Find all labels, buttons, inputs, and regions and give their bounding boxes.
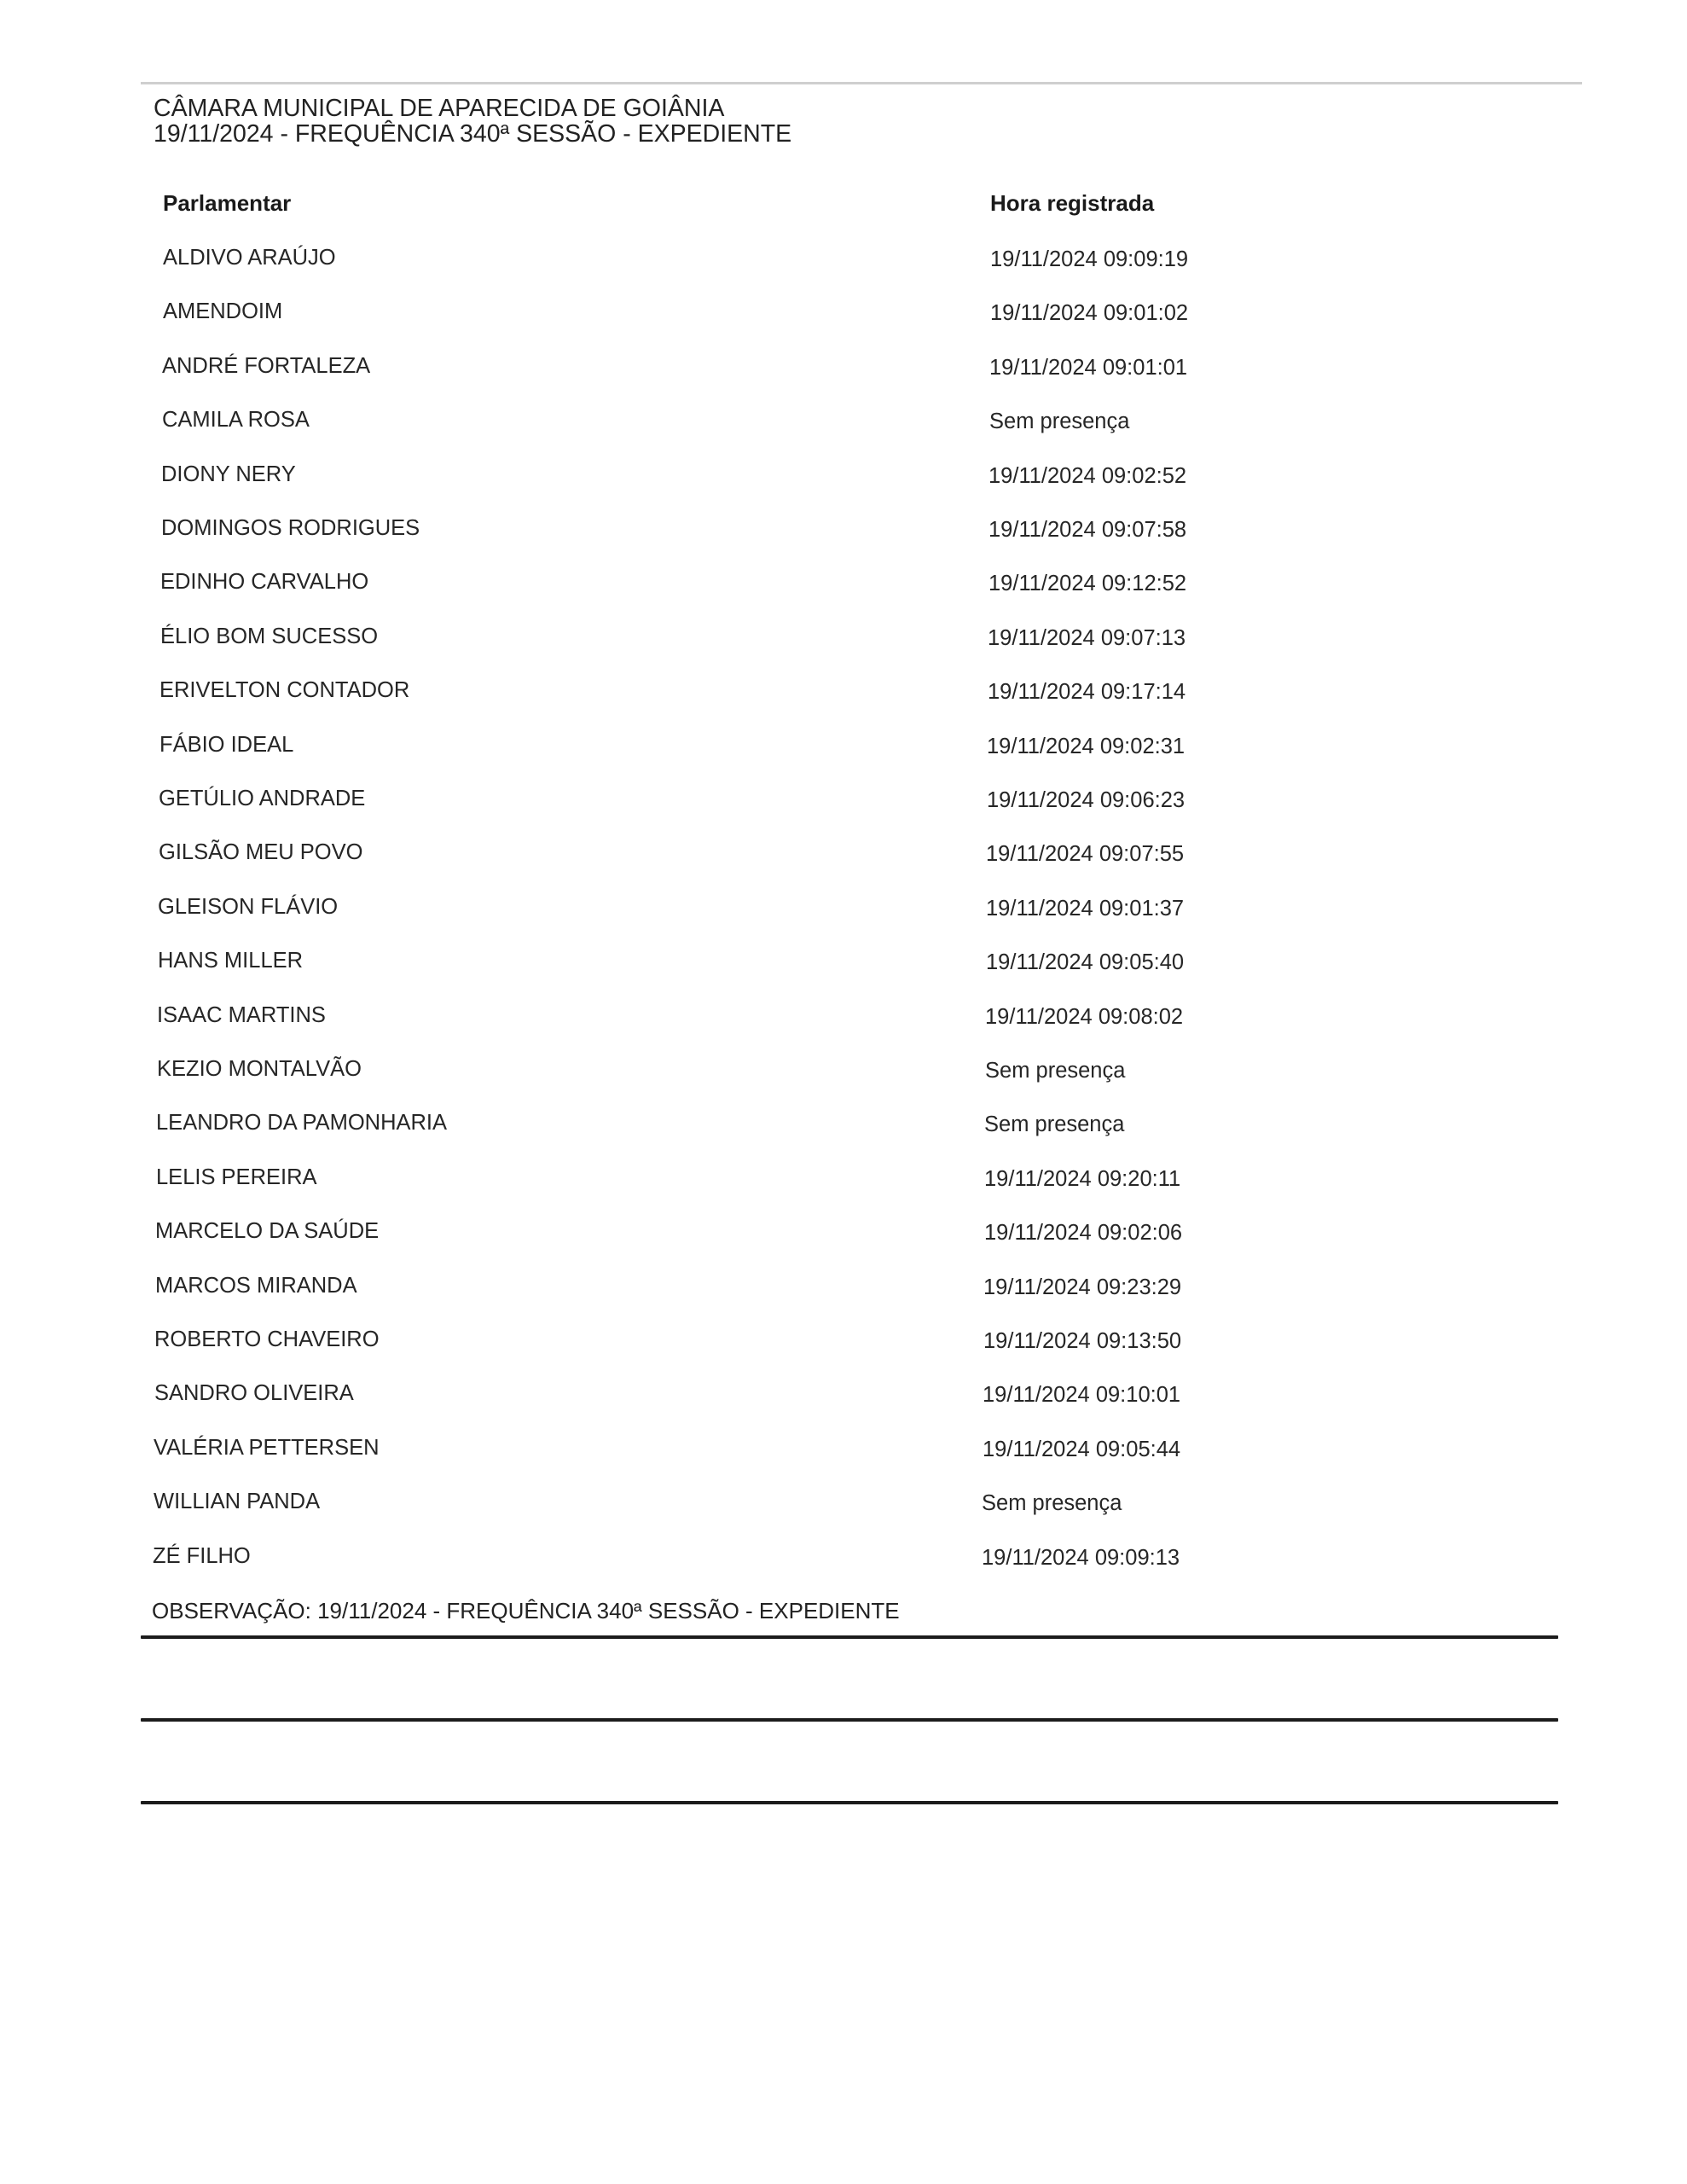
signature-line-2: [141, 1718, 1558, 1722]
registered-time: 19/11/2024 09:07:58: [988, 518, 1187, 542]
column-header-hora-registrada: Hora registrada: [990, 190, 1155, 216]
parlamentar-name: ERIVELTON CONTADOR: [159, 678, 410, 702]
parlamentar-name: DOMINGOS RODRIGUES: [161, 516, 420, 540]
signature-line-1: [141, 1635, 1558, 1639]
registered-time: Sem presença: [982, 1491, 1122, 1515]
parlamentar-name: WILLIAN PANDA: [154, 1490, 321, 1513]
registered-time: 19/11/2024 09:09:13: [982, 1546, 1180, 1570]
parlamentar-name: ÉLIO BOM SUCESSO: [160, 624, 379, 648]
registered-time: 19/11/2024 09:20:11: [984, 1167, 1181, 1191]
top-divider: [141, 82, 1582, 84]
signature-line-3: [141, 1801, 1558, 1804]
parlamentar-name: GILSÃO MEU POVO: [159, 840, 363, 864]
registered-time: 19/11/2024 09:01:01: [989, 356, 1188, 380]
registered-time: 19/11/2024 09:10:01: [983, 1383, 1181, 1407]
registered-time: 19/11/2024 09:01:02: [990, 301, 1189, 325]
parlamentar-name: HANS MILLER: [158, 949, 304, 973]
parlamentar-name: ZÉ FILHO: [153, 1544, 251, 1568]
registered-time: 19/11/2024 09:01:37: [986, 897, 1185, 921]
column-header-parlamentar: Parlamentar: [163, 190, 292, 216]
registered-time: 19/11/2024 09:06:23: [987, 788, 1186, 812]
parlamentar-name: KEZIO MONTALVÃO: [157, 1057, 362, 1081]
registered-time: 19/11/2024 09:12:52: [988, 572, 1187, 595]
parlamentar-name: ROBERTO CHAVEIRO: [154, 1327, 380, 1351]
institution-title: CÂMARA MUNICIPAL DE APARECIDA DE GOIÂNIA: [154, 95, 725, 122]
parlamentar-name: ISAAC MARTINS: [157, 1003, 326, 1027]
registered-time: 19/11/2024 09:23:29: [983, 1275, 1182, 1299]
parlamentar-name: CAMILA ROSA: [162, 408, 310, 432]
registered-time: 19/11/2024 09:07:13: [988, 626, 1186, 650]
parlamentar-name: GETÚLIO ANDRADE: [159, 787, 366, 810]
parlamentar-name: MARCELO DA SAÚDE: [155, 1219, 380, 1243]
parlamentar-name: LEANDRO DA PAMONHARIA: [156, 1111, 448, 1135]
parlamentar-name: SANDRO OLIVEIRA: [154, 1381, 354, 1405]
parlamentar-name: DIONY NERY: [161, 462, 296, 486]
registered-time: Sem presença: [989, 410, 1130, 433]
registered-time: 19/11/2024 09:05:44: [983, 1438, 1181, 1461]
parlamentar-name: VALÉRIA PETTERSEN: [154, 1436, 380, 1460]
registered-time: 19/11/2024 09:07:55: [986, 842, 1185, 866]
parlamentar-name: GLEISON FLÁVIO: [158, 895, 339, 919]
parlamentar-name: FÁBIO IDEAL: [159, 733, 294, 757]
session-title: 19/11/2024 - FREQUÊNCIA 340ª SESSÃO - EXPEDIENTE: [154, 120, 792, 148]
registered-time: Sem presença: [984, 1112, 1125, 1136]
parlamentar-name: LELIS PEREIRA: [156, 1165, 317, 1189]
parlamentar-name: MARCOS MIRANDA: [155, 1274, 357, 1298]
parlamentar-name: ALDIVO ARAÚJO: [163, 246, 336, 270]
registered-time: Sem presença: [985, 1059, 1126, 1083]
parlamentar-name: EDINHO CARVALHO: [160, 570, 369, 594]
parlamentar-name: ANDRÉ FORTALEZA: [162, 354, 371, 378]
registered-time: 19/11/2024 09:17:14: [988, 680, 1186, 704]
document-header: [154, 96, 791, 147]
registered-time: 19/11/2024 09:02:06: [984, 1221, 1183, 1245]
registered-time: 19/11/2024 09:02:52: [988, 464, 1187, 488]
registered-time: 19/11/2024 09:13:50: [983, 1329, 1182, 1353]
registered-time: 19/11/2024 09:09:19: [990, 247, 1189, 271]
registered-time: 19/11/2024 09:05:40: [986, 950, 1185, 974]
observation-line: OBSERVAÇÃO: 19/11/2024 - FREQUÊNCIA 340ª SESSÃO - EXPEDIENTE: [152, 1598, 900, 1623]
parlamentar-name: AMENDOIM: [163, 299, 283, 323]
registered-time: 19/11/2024 09:02:31: [987, 735, 1186, 758]
registered-time: 19/11/2024 09:08:02: [985, 1005, 1184, 1029]
